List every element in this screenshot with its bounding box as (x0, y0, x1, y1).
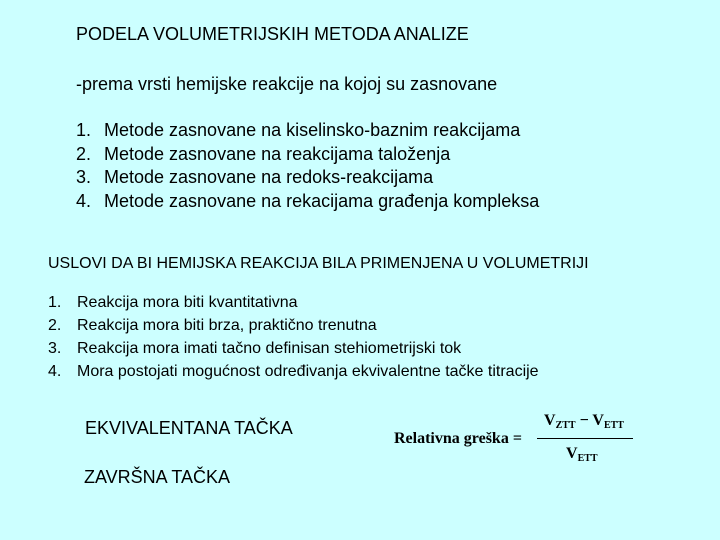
slide-subtitle: -prema vrsti hemijske reakcije na kojoj su zasnovane (76, 74, 498, 94)
list-item-number: 4. (76, 190, 92, 211)
formula-symbol: V (544, 412, 556, 429)
formula-subscript: ZTT (555, 420, 576, 431)
list-item-text: Metode zasnovane na rekacijama građenja kompleksa (104, 190, 540, 211)
list-item-text: Reakcija mora imati tačno definisan stehiometrijski tok (77, 340, 462, 357)
formula-subscript: ETT (603, 420, 624, 431)
list-item-number: 1. (48, 294, 62, 311)
formula-numerator (544, 412, 624, 431)
formula-operator: − (575, 412, 593, 429)
list-item-text: Reakcija mora biti brza, praktično trenutna (77, 317, 377, 334)
list-item-text: Metode zasnovane na redoks-reakcijama (104, 167, 434, 187)
list-item-number: 2. (76, 143, 92, 164)
list-item-text: Metode zasnovane na kiselinsko-baznim reakcijama (104, 120, 521, 140)
list-item-number: 1. (76, 120, 92, 140)
list-item-text: Reakcija mora biti kvantitativna (77, 294, 298, 311)
formula-symbol: V (566, 445, 578, 462)
formula-symbol: V (592, 412, 604, 429)
list-item-number: 3. (76, 167, 92, 187)
fraction-bar (537, 438, 633, 439)
list-item-text: Mora postojati mogućnost određivanja ekvivalentne tačke titracije (77, 363, 539, 380)
slide-title: PODELA VOLUMETRIJSKIH METODA ANALIZE (76, 24, 469, 44)
list-item-number: 4. (48, 363, 62, 380)
equivalence-point-label: EKVIVALENTANA TAČKA (85, 418, 293, 438)
end-point-label: ZAVRŠNA TAČKA (84, 467, 231, 487)
formula-label: Relativna greška = (394, 430, 522, 447)
conditions-heading: USLOVI DA BI HEMIJSKA REAKCIJA BILA PRIMENJENA U VOLUMETRIJI (48, 255, 589, 272)
list-item-number: 2. (48, 317, 62, 334)
list-item-number: 3. (48, 340, 62, 357)
formula-subscript: ETT (577, 453, 598, 464)
list-item-text: Metode zasnovane na reakcijama taloženja (104, 143, 451, 164)
formula-denominator (566, 445, 598, 464)
